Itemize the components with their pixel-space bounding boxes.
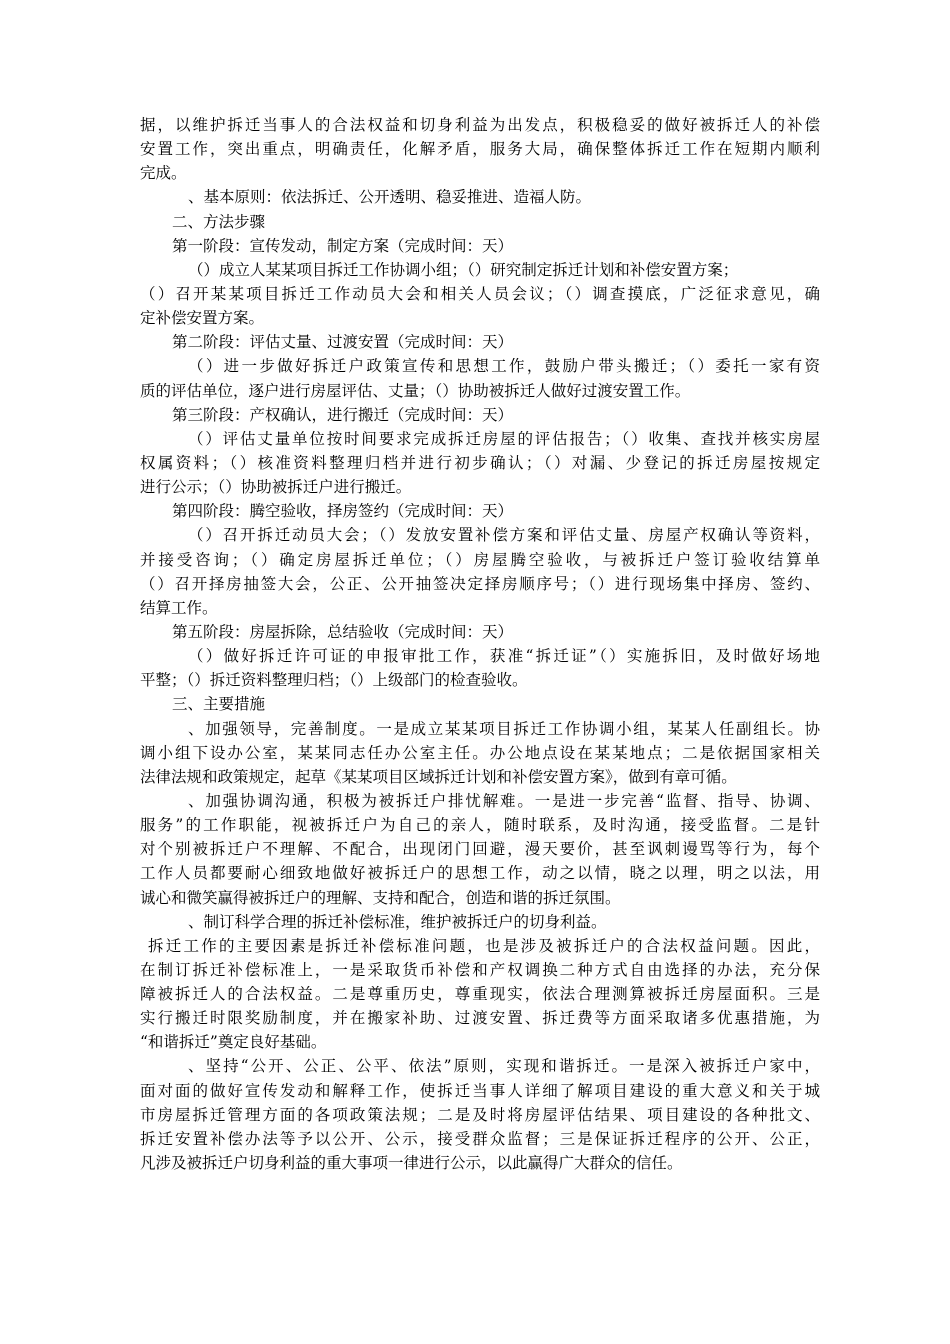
text-line: 定补偿安置方案。 (140, 309, 265, 328)
text-line: 、制订科学合理的拆迁补偿标准，维护被拆迁户的切身利益。 (188, 912, 607, 931)
text-line: 面对面的做好宣传发动和解释工作，使拆迁当事人详细了解项目建设的重大意义和关于城 (140, 1081, 820, 1100)
text-line: 调小组下设办公室，某某同志任办公室主任。办公地点设在某某地点；二是依据国家相关 (140, 743, 820, 762)
text-line: （）进一步做好拆迁户政策宣传和思想工作，鼓励户带头搬迁；（）委托一家有资 (188, 357, 820, 376)
text-line: 质的评估单位，逐户进行房屋评估、丈量；（）协助被拆迁人做好过渡安置工作。 (140, 381, 691, 400)
text-line: 并接受咨询；（）确定房屋拆迁单位；（）房屋腾空验收，与被拆迁户签订验收结算单 (140, 550, 820, 569)
text-line: 凡涉及被拆迁户切身利益的重大事项一律进行公示，以此赢得广大群众的信任。 (140, 1154, 683, 1173)
text-line: （）成立人某某项目拆迁工作协调小组；（）研究制定拆迁计划和补偿安置方案； (188, 260, 739, 279)
text-line: 拆迁工作的主要因素是拆迁补偿标准问题，也是涉及被拆迁户的合法权益问题。因此， (148, 936, 820, 955)
text-line: 、基本原则：依法拆迁、公开透明、稳妥推进、造福人防。 (188, 188, 592, 207)
text-line: 二、方法步骤 (172, 212, 266, 231)
text-line: 在制订拆迁补偿标准上，一是采取货币补偿和产权调换二种方式自由选择的办法，充分保 (140, 960, 820, 979)
text-line: （）召开拆迁动员大会；（）发放安置补偿方案和评估丈量、房屋产权确认等资料， (188, 526, 820, 545)
text-line: “和谐拆迁”奠定良好基础。 (140, 1033, 327, 1052)
text-line: 对个别被拆迁户不理解、不配合，出现闭门回避，漫天要价，甚至讽刺谩骂等行为，每个 (140, 840, 820, 859)
text-line: 进行公示；（）协助被拆迁户进行搬迁。 (140, 478, 412, 497)
document-page (140, 113, 820, 1175)
text-line: 安置工作，突出重点，明确责任，化解矛盾，服务大局，确保整体拆迁工作在短期内顺利 (140, 140, 820, 159)
text-line: 权属资料；（）核准资料整理归档并进行初步确认；（）对漏、少登记的拆迁房屋按规定 (140, 453, 820, 472)
text-line: 、坚持“公开、公正、公平、依法”原则，实现和谐拆迁。一是深入被拆迁户家中， (188, 1057, 820, 1076)
text-line: 据，以维护拆迁当事人的合法权益和切身利益为出发点，积极稳妥的做好被拆迁人的补偿 (140, 116, 820, 134)
text-line: 实行搬迁时限奖励制度，并在搬家补助、过渡安置、拆迁费等方面采取诸多优惠措施，为 (140, 1009, 820, 1028)
text-line: 障被拆迁人的合法权益。二是尊重历史，尊重现实，依法合理测算被拆迁房屋面积。三是 (140, 985, 820, 1004)
text-line: 第五阶段：房屋拆除，总结验收（完成时间：天） (172, 622, 514, 641)
text-line: 拆迁安置补偿办法等予以公开、公示，接受群众监督；三是保证拆迁程序的公开、公正， (140, 1129, 820, 1148)
text-line: 法律法规和政策规定，起草《某某项目区域拆迁计划和补偿安置方案》，做到有章可循。 (140, 767, 737, 786)
text-line: （）召开某某项目拆迁工作动员大会和相关人员会议；（）调查摸底，广泛征求意见，确 (140, 284, 820, 303)
text-line: 平整；（）拆迁资料整理归档；（）上级部门的检查验收。 (140, 671, 528, 690)
text-line: 、加强领导，完善制度。一是成立某某项目拆迁工作协调小组，某某人任副组长。协 (188, 719, 820, 738)
text-line: 三、主要措施 (172, 695, 266, 714)
text-line: 工作人员都要耐心细致地做好被拆迁户的思想工作，动之以情，晓之以理，明之以法，用 (140, 864, 820, 883)
text-line: 第二阶段：评估丈量、过渡安置（完成时间：天） (172, 333, 514, 352)
text-line: 诚心和微笑赢得被拆迁户的理解、支持和配合，创造和谐的拆迁氛围。 (140, 888, 621, 907)
text-line: 服务”的工作职能，视被拆迁户为自己的亲人，随时联系，及时沟通，接受监督。二是针 (140, 816, 820, 835)
text-line: 第三阶段：产权确认，进行搬迁（完成时间：天） (172, 405, 514, 424)
text-line: 市房屋拆迁管理方面的各项政策法规；二是及时将房屋评估结果、项目建设的各种批文、 (140, 1105, 820, 1124)
text-line: （）做好拆迁许可证的申报审批工作，获准“拆迁证”（）实施拆旧，及时做好场地 (188, 647, 820, 666)
text-line: 结算工作。 (140, 598, 218, 617)
text-line: 完成。 (140, 164, 187, 183)
text-line: 第一阶段：宣传发动，制定方案（完成时间：天） (172, 236, 514, 255)
text-line: 第四阶段：腾空验收，择房签约（完成时间：天） (172, 502, 514, 521)
text-line: （）评估丈量单位按时间要求完成拆迁房屋的评估报告；（）收集、查找并核实房屋 (188, 429, 820, 448)
text-line: 、加强协调沟通，积极为被拆迁户排忧解难。一是进一步完善“监督、指导、协调、 (188, 791, 820, 810)
text-line: （）召开择房抽签大会，公正、公开抽签决定择房顺序号；（）进行现场集中择房、签约、 (140, 574, 820, 593)
